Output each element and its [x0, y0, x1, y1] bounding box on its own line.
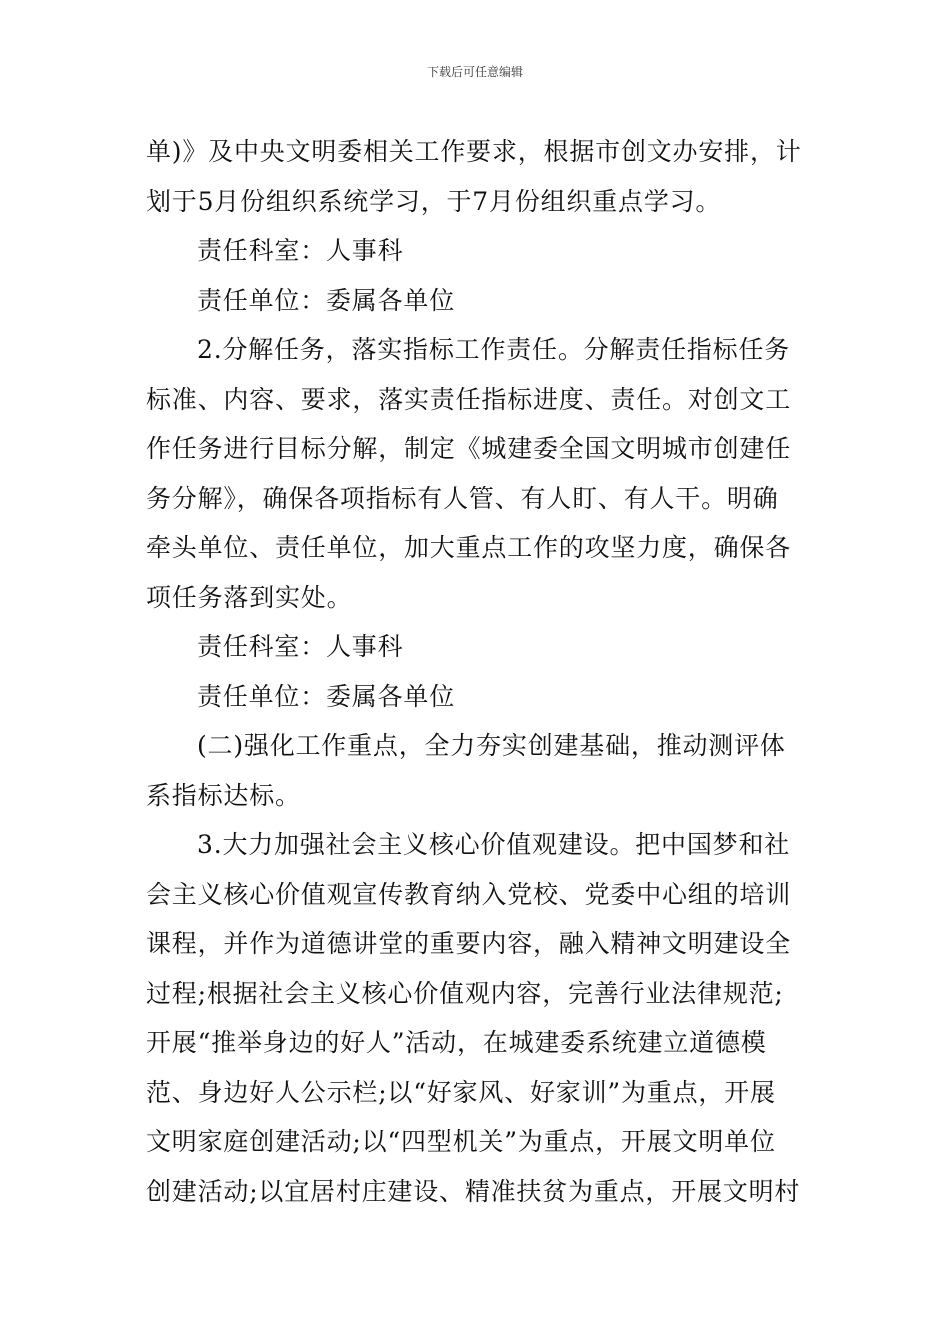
text-line: 务分解》，确保各项指标有人管、有人盯、有人干。明确	[146, 483, 779, 513]
text-line: 课程，并作为道德讲堂的重要内容，融入精神文明建设全	[146, 929, 792, 958]
text-line: 责任科室：人事科	[197, 632, 404, 661]
para-resp-unit-2	[146, 672, 808, 722]
para-item-3	[146, 820, 808, 1216]
text-line: 过程;根据社会主义核心价值观内容，完善行业法律规范;	[146, 978, 784, 1008]
para-item-2	[146, 325, 808, 622]
document-body	[146, 127, 808, 1216]
text-line: 责任单位：委属各单位	[197, 681, 456, 711]
text-line: 3.大力加强社会主义核心价值观建设。把中国梦和社	[197, 830, 791, 859]
text-line: 划于5月份组织系统学习，于7月份组织重点学习。	[146, 186, 722, 216]
text-line: 责任单位：委属各单位	[197, 285, 456, 315]
text-line: (二)强化工作重点，全力夯实创建基础，推动测评体	[197, 731, 786, 760]
para-study-plan	[146, 127, 808, 226]
para-resp-office-1	[146, 226, 808, 276]
text-line: 标准、内容、要求，落实责任指标进度、责任。对创文工	[146, 384, 792, 414]
text-line: 单)》及中央文明委相关工作要求，根据市创文办安排，计	[146, 137, 802, 166]
para-section-2	[146, 721, 808, 820]
text-line: 开展“推举身边的好人”活动，在城建委系统建立道德模	[146, 1028, 767, 1057]
text-line: 会主义核心价值观宣传教育纳入党校、党委中心组的培训	[146, 879, 792, 909]
text-line: 范、身边好人公示栏;以“好家风、好家训”为重点，开展	[146, 1077, 776, 1107]
text-line: 责任科室：人事科	[197, 236, 404, 265]
text-line: 文明家庭创建活动;以“四型机关”为重点，开展文明单位	[146, 1127, 776, 1156]
text-line: 项任务落到实处。	[146, 582, 353, 612]
text-line: 创建活动;以宜居村庄建设、精准扶贫为重点，开展文明村	[146, 1176, 801, 1206]
para-resp-office-2	[146, 622, 808, 672]
text-line: 2.分解任务，落实指标工作责任。分解责任指标任务	[197, 335, 791, 364]
text-line: 作任务进行目标分解，制定《城建委全国文明城市创建任	[146, 434, 792, 463]
para-resp-unit-1	[146, 276, 808, 326]
text-line: 牵头单位、责任单位，加大重点工作的攻坚力度，确保各	[146, 533, 792, 562]
page-header: 下载后可任意编辑	[426, 65, 523, 79]
text-line: 系指标达标。	[146, 780, 301, 810]
